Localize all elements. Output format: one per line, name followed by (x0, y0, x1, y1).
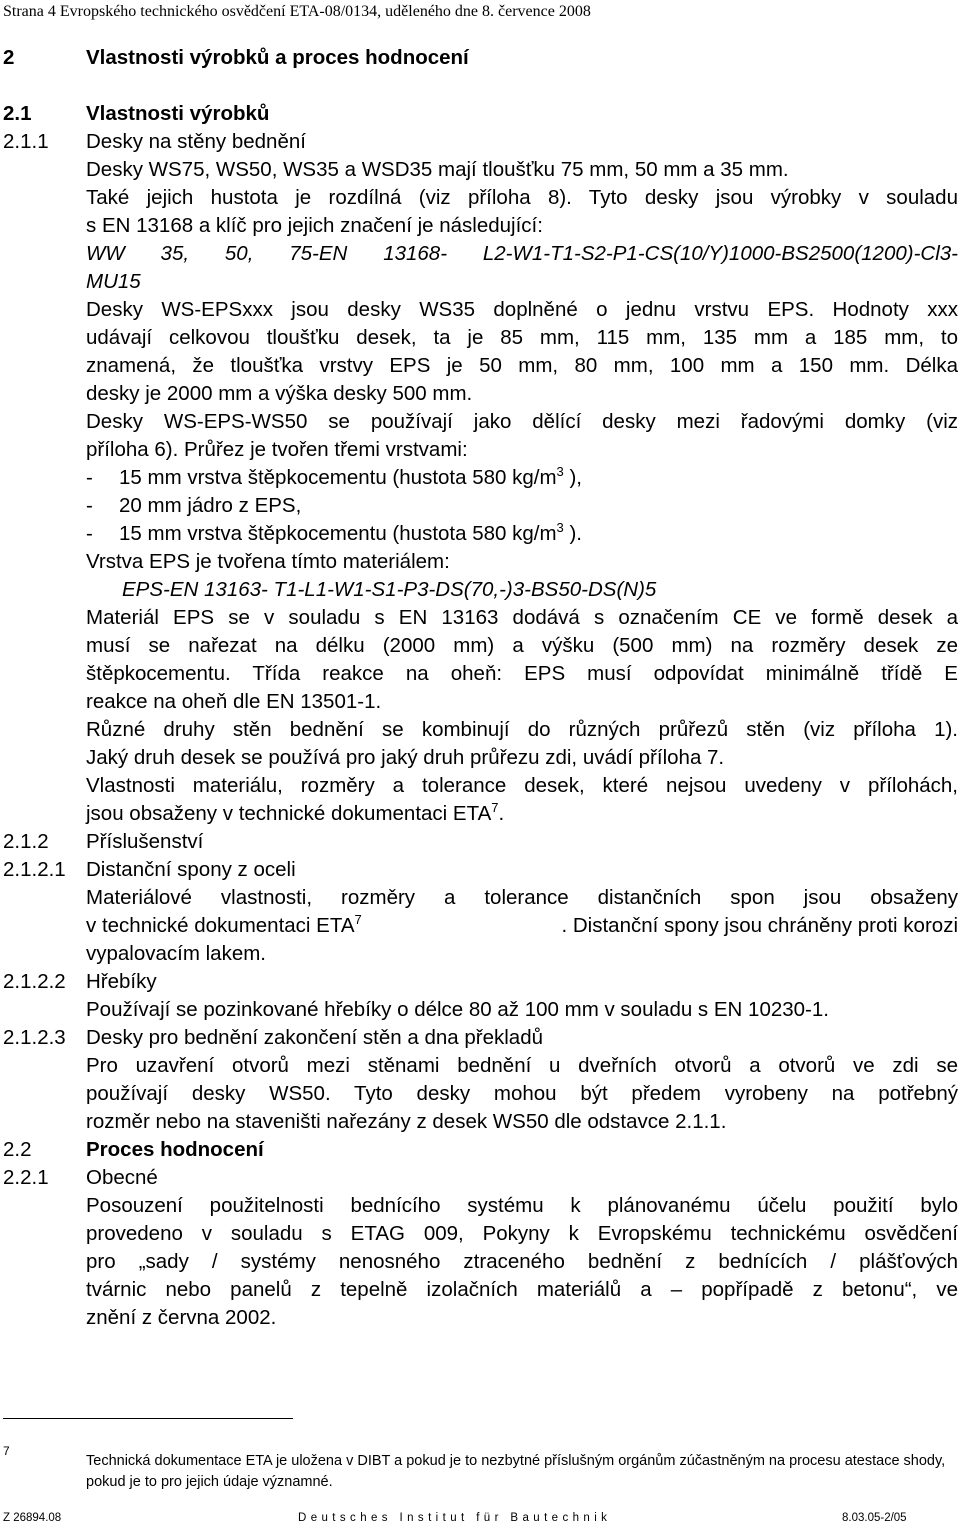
footer-code: 8.03.05-2/05 (842, 1512, 907, 1524)
list-text: 20 mm jádro z EPS, (119, 494, 302, 517)
classification-code: MU15 (86, 270, 141, 293)
paragraph-line: znění z června 2002. (86, 1306, 277, 1329)
paragraph-line: provedeno v souladu s ETAG 009, Pokyny k Evropskému technickému osvědčení (86, 1222, 958, 1245)
paragraph-line: Desky WS-EPS-WS50 se používají jako dělící desky mezi řadovými domky (viz (86, 410, 958, 433)
paragraph-line: rozměr nebo na staveništi nařezány z desek WS50 dle odstavce 2.1.1. (86, 1110, 727, 1133)
list-item (86, 520, 582, 546)
paragraph-line: Pro uzavření otvorů mezi stěnami bednění u dveřních otvorů a otvorů ve zdi se (86, 1054, 958, 1077)
paragraph-line: Také jejich hustota je rozdílná (viz příloha 8). Tyto desky jsou výrobky v souladu (86, 186, 958, 209)
list-text: 15 mm vrstva štěpkocementu (hustota 580 kg/m (119, 466, 557, 489)
section-title: Hřebíky (86, 970, 157, 993)
paragraph-line: štěpkocementu. Třída reakce na oheň: EPS musí odpovídat minimálně třídě E (86, 662, 958, 685)
superscript: 3 (556, 520, 564, 535)
superscript: 7 (354, 912, 362, 927)
paragraph-line: udávají celkovou tloušťku desek, ta je 85 mm, 115 mm, 135 mm a 185 mm, to (86, 326, 958, 349)
paragraph-line: tvárnic nebo panelů z tepelně izolačních materiálů a – popřípadě z betonu“, ve (86, 1278, 958, 1301)
section-number: 2.1.2.3 (3, 1026, 66, 1049)
paragraph-line: Desky WS-EPSxxx jsou desky WS35 doplněné o jednu vrstvu EPS. Hodnoty xxx (86, 298, 958, 321)
list-text: ), (563, 466, 582, 489)
paragraph-line: znamená, že tloušťka vrstvy EPS je 50 mm, 80 mm, 100 mm a 150 mm. Délka (86, 354, 958, 377)
footnote-text: Technická dokumentace ETA je uložena v DIBT a pokud je to nezbytné příslušným orgánům zúčastněným na procesu atestace shody, pokud je to pro jejich údaje významné. (86, 1453, 946, 1490)
paragraph-line: Vrstva EPS je tvořena tímto materiálem: (86, 550, 450, 573)
paragraph-line: příloha 6). Průřez je tvořen třemi vrstvami: (86, 438, 468, 461)
section-number: 2 (3, 46, 15, 69)
paragraph-line: jsou obsaženy v technické dokumentaci ETA$^7$. (86, 800, 505, 825)
paragraph-line: Vlastnosti materiálu, rozměry a tolerance desek, které nejsou uvedeny v přílohách, (86, 774, 958, 797)
list-text: ). (563, 522, 582, 545)
section-number: 2.1.2.2 (3, 970, 66, 993)
page-header: Strana 4 Evropského technického osvědčení ETA-08/0134, uděleného dne 8. července 2008 (3, 3, 591, 20)
section-title: Proces hodnocení (86, 1138, 264, 1161)
section-number: 2.2.1 (3, 1166, 49, 1189)
paragraph-line: v technické dokumentaci ETA$^7$ . Distanční spony jsou chráněny proti korozi (86, 912, 958, 937)
paragraph-line: Různé druhy stěn bednění se kombinují do různých průřezů stěn (viz příloha 1). (86, 718, 958, 741)
paragraph-line: desky je 2000 mm a výška desky 500 mm. (86, 382, 473, 405)
section-number: 2.1 (3, 102, 32, 125)
section-number: 2.2 (3, 1138, 32, 1161)
eps-code: EPS-EN 13163- T1-L1-W1-S1-P3-DS(70,-)3-BS50-DS(N)5 (122, 578, 657, 601)
footer-institute: Deutsches Institut für Bautechnik (298, 1512, 612, 1524)
superscript: 3 (556, 464, 564, 479)
paragraph-line: používají desky WS50. Tyto desky mohou být předem vyrobeny na potřebný (86, 1082, 958, 1105)
section-title: Distanční spony z oceli (86, 858, 296, 881)
section-number: 2.1.2 (3, 830, 49, 853)
list-dash: - (86, 522, 93, 545)
footer-reference: Z 26894.08 (3, 1512, 62, 1524)
paragraph-line: vypalovacím lakem. (86, 942, 267, 965)
section-number: 2.1.1 (3, 130, 49, 153)
paragraph-line: Materiál EPS se v souladu s EN 13163 dodává s označením CE ve formě desek a (86, 606, 958, 629)
list-dash: - (86, 494, 93, 517)
section-title: Vlastnosti výrobků a proces hodnocení (86, 46, 469, 69)
footnote-divider (3, 1418, 293, 1419)
section-number: 2.1.2.1 (3, 858, 66, 881)
paragraph-line: pro „sady / systémy nenosného ztraceného bednění z bednících / plášťových (86, 1250, 958, 1273)
paragraph-line: Desky WS75, WS50, WS35 a WSD35 mají tloušťku 75 mm, 50 mm a 35 mm. (86, 158, 789, 181)
section-title: Vlastnosti výrobků (86, 102, 270, 125)
paragraph-line: s EN 13168 a klíč pro jejich značení je následující: (86, 214, 543, 237)
list-item (86, 464, 582, 490)
section-title: Obecné (86, 1166, 158, 1189)
section-title: Desky pro bednění zakončení stěn a dna překladů (86, 1026, 543, 1049)
footnote-mark: 7 (3, 1444, 10, 1458)
section-title: Příslušenství (86, 830, 204, 853)
paragraph-line: Materiálové vlastnosti, rozměry a tolerance distančních spon jsou obsaženy (86, 886, 958, 909)
paragraph-line: reakce na oheň dle EN 13501-1. (86, 690, 382, 713)
classification-code: WW 35, 50, 75-EN 13168- L2-W1-T1-S2-P1-CS(10/Y)1000-BS2500(1200)-Cl3- (86, 242, 958, 265)
paragraph-line: musí se nařezat na délku (2000 mm) a výšku (500 mm) na rozměry desek ze (86, 634, 958, 657)
list-text: 15 mm vrstva štěpkocementu (hustota 580 kg/m (119, 522, 557, 545)
superscript: 7 (491, 800, 499, 815)
paragraph-line: Jaký druh desek se používá pro jaký druh průřezu zdi, uvádí příloha 7. (86, 746, 725, 769)
list-item (86, 494, 302, 518)
list-dash: - (86, 466, 93, 489)
paragraph-line: Posouzení použitelnosti bednícího systému k plánovanému účelu použití bylo (86, 1194, 958, 1217)
paragraph-line: Používají se pozinkované hřebíky o délce 80 až 100 mm v souladu s EN 10230-1. (86, 998, 829, 1021)
section-title: Desky na stěny bednění (86, 130, 306, 153)
